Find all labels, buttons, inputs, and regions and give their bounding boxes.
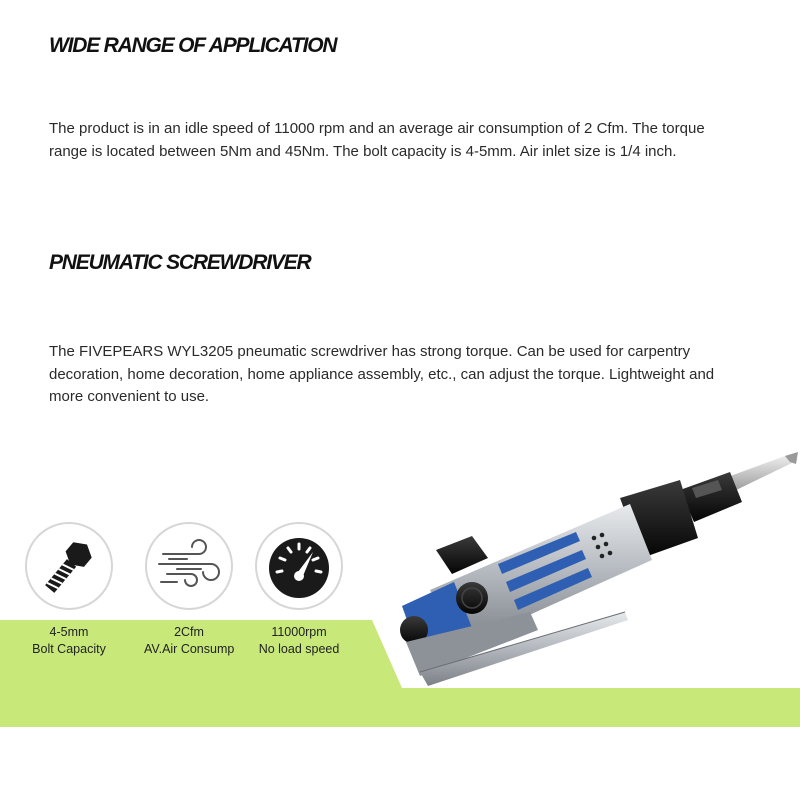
feature-value: 11000rpm bbox=[271, 625, 327, 639]
feature-value: 2Cfm bbox=[174, 625, 204, 639]
air-flow-icon bbox=[147, 524, 231, 608]
feature-bolt-capacity bbox=[24, 522, 114, 658]
speedometer-icon bbox=[257, 524, 341, 608]
feature-air-consumption bbox=[144, 522, 234, 658]
section-heading-application: WIDE RANGE OF APPLICATION bbox=[49, 34, 337, 57]
feature-value: 4-5mm bbox=[49, 625, 89, 639]
feature-circle bbox=[145, 522, 233, 610]
feature-label: No load speed bbox=[258, 642, 340, 656]
section-heading-screwdriver: PNEUMATIC SCREWDRIVER bbox=[49, 251, 311, 274]
feature-label: Bolt Capacity bbox=[32, 642, 106, 656]
section-text-screwdriver: The FIVEPEARS WYL3205 pneumatic screwdriver has strong torque. Can be used for carpentry decoration, home decoration, home appliance assembly, etc., can adjust the torque. Lightweight and more convenient to use. bbox=[49, 343, 715, 405]
pneumatic-screwdriver-image bbox=[380, 440, 800, 700]
feature-circle bbox=[255, 522, 343, 610]
bolt-icon bbox=[27, 524, 111, 608]
feature-circle bbox=[25, 522, 113, 610]
feature-label: AV.Air Consump bbox=[144, 642, 235, 656]
feature-no-load-speed bbox=[254, 522, 344, 658]
section-text-application: The product is in an idle speed of 11000 rpm and an average air consumption of 2 Cfm. The torque range is located between 5Nm and 45Nm. The bolt capacity is 4-5mm. Air inlet size is 1/4 inch. bbox=[49, 120, 705, 160]
